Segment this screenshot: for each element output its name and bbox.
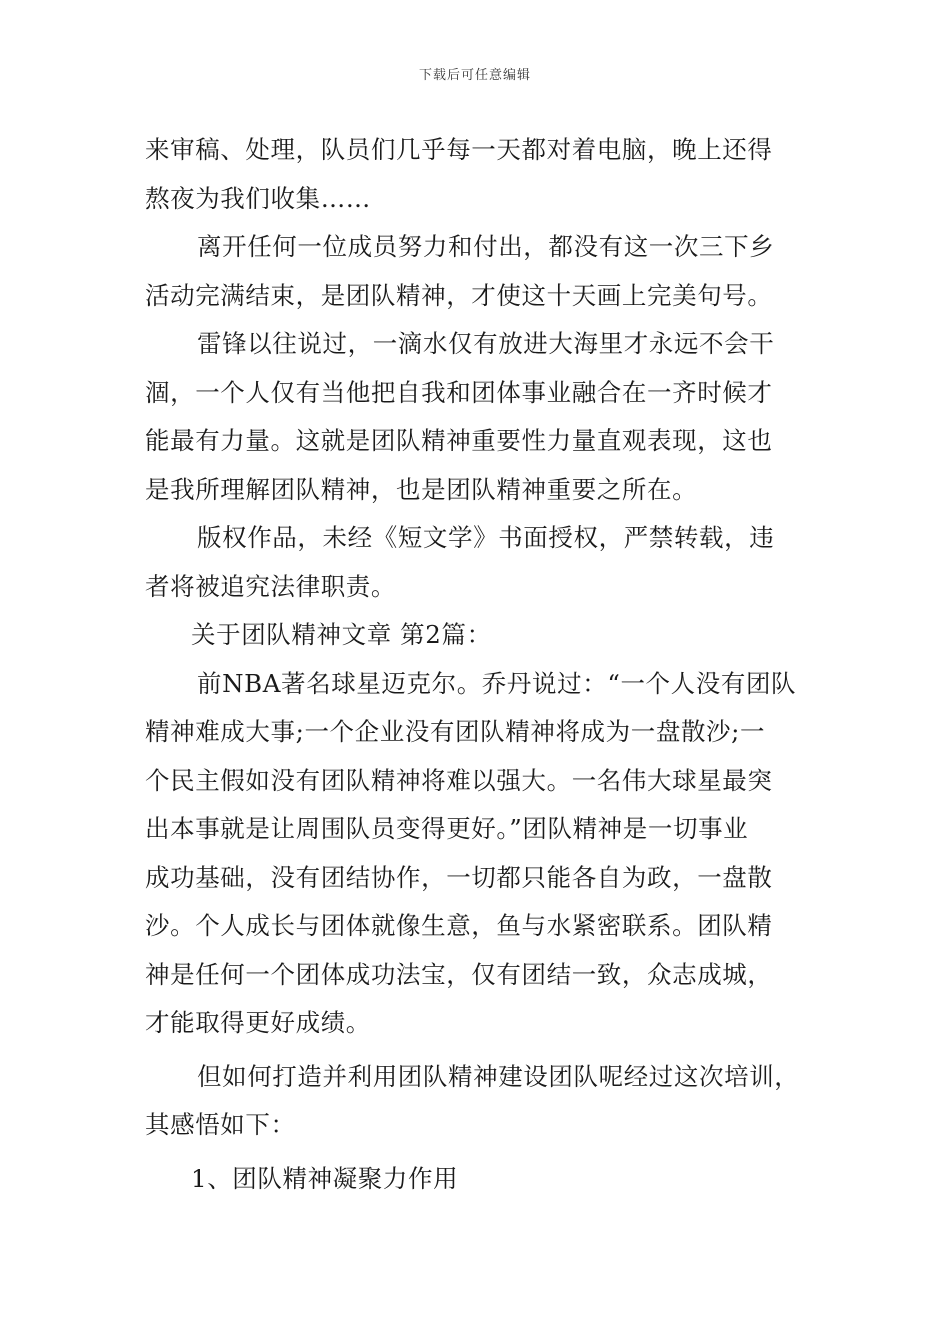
text-line: 者将被追究法律职责。 bbox=[145, 571, 396, 601]
text-line: 涸，一个人仅有当他把自我和团体事业融合在一齐时候才 bbox=[145, 377, 773, 407]
text-line: 是我所理解团队精神，也是团队精神重要之所在。 bbox=[145, 474, 698, 504]
text-line: 活动完满结束，是团队精神，才使这十天画上完美句号。 bbox=[145, 280, 773, 310]
page-header: 下载后可任意编辑 bbox=[418, 68, 531, 83]
text-line: 其感悟如下： bbox=[145, 1110, 296, 1139]
text-line: 离开任何一位成员努力和付出，都没有这一次三下乡 bbox=[197, 232, 775, 261]
text-line: 熬夜为我们收集…… bbox=[145, 183, 371, 213]
text-line: 出本事就是让周围队员变得更好。”团队精神是一切事业 bbox=[145, 814, 749, 843]
text-line: 版权作品，未经《短文学》书面授权，严禁转载，违 bbox=[197, 523, 775, 552]
list-item: 1、团队精神凝聚力作用 bbox=[191, 1163, 459, 1193]
text-line: 神是任何一个团体成功法宝，仅有团结一致，众志成城， bbox=[145, 959, 773, 989]
text-line: 来审稿、处理，队员们几乎每一天都对着电脑，晚上还得 bbox=[145, 135, 773, 164]
text-line: 能最有力量。这就是团队精神重要性力量直观表现，这也 bbox=[145, 426, 773, 455]
text-line: 精神难成大事;一个企业没有团队精神将成为一盘散沙;一 bbox=[145, 717, 766, 746]
text-line: 但如何打造并利用团队精神建设团队呢经过这次培训， bbox=[197, 1061, 800, 1091]
text-line: 沙。个人成长与团体就像生意，鱼与水紧密联系。团队精 bbox=[145, 911, 773, 940]
text-line: 个民主假如没有团队精神将难以强大。一名伟大球星最突 bbox=[145, 765, 773, 795]
text-line: 才能取得更好成绩。 bbox=[145, 1008, 371, 1037]
text-line: 雷锋以往说过，一滴水仅有放进大海里才永远不会干 bbox=[197, 329, 775, 358]
document-body bbox=[145, 126, 810, 1203]
section-heading: 关于团队精神文章 第2篇： bbox=[191, 620, 492, 649]
text-line: 成功基础，没有团结协作，一切都只能各自为政，一盘散 bbox=[145, 862, 773, 892]
text-line: 前NBA著名球星迈克尔。乔丹说过：“一个人没有团队 bbox=[197, 668, 797, 698]
